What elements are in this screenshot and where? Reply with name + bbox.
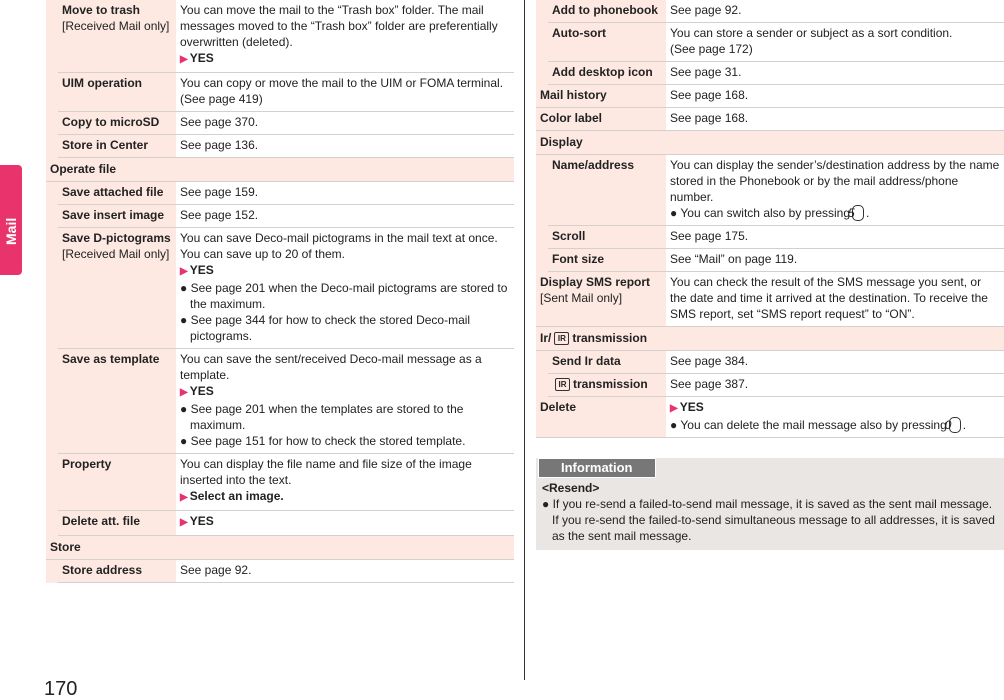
information-label: Information [538,458,656,478]
indent-bar [536,226,548,249]
group-row [46,158,514,182]
item-name [536,108,666,131]
item-name-text [552,376,662,392]
item-bullet-text: You can switch also by pressing [680,206,851,220]
item-description: See page 175. [670,229,749,243]
item-name-text: Property [62,457,112,471]
table-row [46,454,514,511]
right-triangle-icon: ▶ [180,517,188,528]
item-bullet [180,280,510,312]
item-action [180,262,510,280]
item-description: You can check the result of the SMS message you sent, or the date and time it arrived at the destination. To receive the SMS report, set “SMS report request” to “ON”. [670,275,988,321]
item-description: See page 31. [670,65,742,79]
item-bullet-text: See page 201 when the templates are stored to the maximum. [190,402,464,432]
table-row [536,374,1004,397]
item-bullet [670,417,1000,433]
table-row [536,272,1004,327]
table-row [46,73,514,112]
bullet-icon: ● [670,418,681,432]
information-heading: <Resend> [542,481,600,495]
table-row [46,349,514,454]
right-column [536,0,1004,550]
table-row [536,62,1004,85]
item-description: You can display the sender’s/destination address by the name stored in the Phonebook or by the mail address/phone number. [670,158,1000,204]
item-name-text: Name/address [552,158,635,172]
table-row [46,112,514,135]
item-desc-cell [176,0,514,73]
item-name [58,511,176,536]
item-name [548,23,666,62]
indent-bar [46,349,58,454]
indent-bar [46,511,58,536]
indent-bar [536,155,548,226]
left-column [46,0,514,583]
item-name-text: Save attached file [62,185,164,199]
item-name [548,226,666,249]
item-desc-cell [176,73,514,112]
bullet-icon: ● [180,402,191,416]
item-name-text: Scroll [552,229,586,243]
table-row [536,351,1004,374]
function-table-left [46,0,514,583]
item-desc-cell [176,205,514,228]
table-row [46,182,514,205]
item-action-text: YES [189,514,214,528]
item-bullet [670,205,1000,221]
table-row [46,135,514,158]
item-desc-cell [666,0,1004,23]
item-desc-cell [176,560,514,583]
item-name-text: Auto-sort [552,26,606,40]
item-bullet-text: See page 151 for how to check the stored template. [190,434,466,448]
group-name [46,158,514,182]
indent-bar [536,374,548,397]
item-name [548,62,666,85]
item-name-text: Delete att. file [62,514,141,528]
item-desc-cell [666,155,1004,226]
table-row [46,560,514,583]
item-name-text: Font size [552,252,605,266]
information-text: ● If you re-send a failed-to-send mail message, it is saved as the sent mail message. If you re-send the failed-to-send simultaneous message to all addresses, it is saved as the sent mail message. [542,497,995,543]
item-bullet [180,312,510,344]
item-description: You can move the mail to the “Trash box” folder. The mail messages moved to the “Trash box” folder are preferentially overwritten (deleted). [180,3,498,49]
indent-bar [536,249,548,272]
item-description: You can display the file name and file size of the image inserted into the text. [180,457,472,487]
item-description: See page 92. [670,3,742,17]
item-description: See page 387. [670,377,749,391]
item-name-text: Color label [540,111,603,125]
item-bullet [180,433,510,449]
table-row [536,108,1004,131]
item-name-text: Move to trash [62,3,141,17]
item-desc-cell [666,351,1004,374]
group-row [536,131,1004,155]
item-description: See page 152. [180,208,259,222]
column-divider [524,0,525,680]
item-description: See page 159. [180,185,259,199]
item-desc-cell [666,226,1004,249]
right-triangle-icon: ▶ [180,54,188,65]
item-name-text: Copy to microSD [62,115,160,129]
item-bullet-text: See page 201 when the Deco-mail pictograms are stored to the maximum. [190,281,508,311]
indent-bar [46,73,58,112]
table-row [536,249,1004,272]
item-description: See “Mail” on page 119. [670,252,798,266]
item-name-text: Add to phonebook [552,3,658,17]
ir-icon: IR [554,332,569,345]
indent-bar [46,182,58,205]
key-0-icon: 0 [949,417,961,433]
item-description: You can store a sender or subject as a sort condition. [670,26,953,40]
item-bullet [180,401,510,433]
function-table-right [536,0,1004,438]
item-desc-cell [666,23,1004,62]
item-action-text: YES [189,384,214,398]
bullet-icon: ● [180,313,191,327]
page-number: 170 [44,678,78,700]
item-name [58,182,176,205]
table-row [536,155,1004,226]
bullet-icon: ● [180,434,191,448]
table-row [46,0,514,73]
bullet-icon: ● [180,281,191,295]
item-name-text: Mail history [540,88,607,102]
item-name [58,560,176,583]
table-row [536,397,1004,438]
item-name [536,397,666,438]
item-desc-cell [666,374,1004,397]
group-name [536,327,1004,351]
item-name-text: Save insert image [62,208,165,222]
item-desc-cell [176,454,514,511]
item-name-text: Display SMS report [540,275,651,289]
item-desc-cell [176,228,514,349]
item-name [548,0,666,23]
group-row [536,327,1004,351]
right-triangle-icon: ▶ [670,403,678,414]
item-desc-cell [666,249,1004,272]
item-desc-cell [666,108,1004,131]
table-row [46,228,514,349]
item-description: See page 384. [670,354,749,368]
item-description-ref: (See page 172) [670,42,753,56]
group-name [46,536,514,560]
item-name-post: transmission [573,377,648,391]
item-desc-cell [176,135,514,158]
item-name [548,155,666,226]
item-name [548,374,666,397]
item-name [58,0,176,73]
right-triangle-icon: ▶ [180,387,188,398]
group-name-text: transmission [572,331,648,345]
indent-bar [46,205,58,228]
table-row [536,226,1004,249]
item-name [548,249,666,272]
item-desc-cell [176,112,514,135]
table-row [536,0,1004,23]
item-desc-cell [666,397,1004,438]
item-desc-cell [176,511,514,536]
item-action-text: YES [679,400,704,414]
group-name-text: Store [50,540,81,554]
item-name [58,454,176,511]
item-action-text: YES [189,51,214,65]
item-desc-cell [666,85,1004,108]
item-note: [Received Mail only] [62,247,170,261]
table-row [536,85,1004,108]
item-action-text: YES [189,263,214,277]
item-name [58,349,176,454]
item-description: See page 136. [180,138,259,152]
item-name [536,272,666,327]
key-5-icon: 5 [852,205,864,221]
item-desc-cell [666,62,1004,85]
item-name [58,205,176,228]
information-box [536,458,1004,550]
indent-bar [46,0,58,73]
item-bullet-text: You can delete the mail message also by pressing [680,418,947,432]
side-tab-mail: Mail [0,165,22,275]
item-desc-cell [666,272,1004,327]
item-name [58,112,176,135]
item-name-text: Delete [540,400,577,414]
indent-bar [536,0,548,23]
item-description: You can save the sent/received Deco-mail message as a template. [180,352,482,382]
group-name-text: Ir/ [540,331,552,345]
item-desc-cell [176,182,514,205]
indent-bar [536,351,548,374]
item-name [58,73,176,112]
bullet-icon: ● [542,497,553,511]
item-name [536,85,666,108]
period: . [866,206,870,220]
item-description: See page 92. [180,563,252,577]
item-description: See page 168. [670,88,749,102]
indent-bar [46,135,58,158]
item-note: [Received Mail only] [62,19,170,33]
item-name [548,351,666,374]
group-name-text: Operate file [50,162,117,176]
item-name-text: Add desktop icon [552,65,653,79]
right-triangle-icon: ▶ [180,492,188,503]
item-note: [Sent Mail only] [540,291,623,305]
item-name-text: Store address [62,563,143,577]
item-bullet-text: See page 344 for how to check the stored Deco-mail pictograms. [190,313,471,343]
item-action [180,488,510,506]
item-action-text: Select an image. [189,489,284,503]
item-action [670,399,1000,417]
bullet-icon: ● [670,206,681,220]
item-name-text: Send Ir data [552,354,621,368]
item-action [180,513,510,531]
item-name [58,135,176,158]
item-description: See page 370. [180,115,259,129]
indent-bar [46,560,58,583]
group-name-text: Display [540,135,583,149]
indent-bar [536,23,548,62]
indent-bar [46,454,58,511]
item-action [180,50,510,68]
table-row [46,511,514,536]
table-row [46,205,514,228]
group-name [536,131,1004,155]
period: . [962,418,967,432]
indent-bar [536,62,548,85]
table-row [536,23,1004,62]
item-action [180,383,510,401]
group-row [46,536,514,560]
ir-icon: IR [555,378,570,391]
indent-bar [46,228,58,349]
indent-bar [46,112,58,135]
right-triangle-icon: ▶ [180,266,188,277]
item-name-text: Store in Center [62,138,149,152]
item-name-text: Save D-pictograms [62,231,171,245]
item-description: You can copy or move the mail to the UIM or FOMA terminal. (See page 419) [180,76,504,106]
item-name [58,228,176,349]
item-desc-cell [176,349,514,454]
item-description: See page 168. [670,111,749,125]
item-description: You can save Deco-mail pictograms in the mail text at once. You can save up to 20 of them. [180,231,498,261]
item-name-text: UIM operation [62,76,142,90]
item-name-text: Save as template [62,352,160,366]
